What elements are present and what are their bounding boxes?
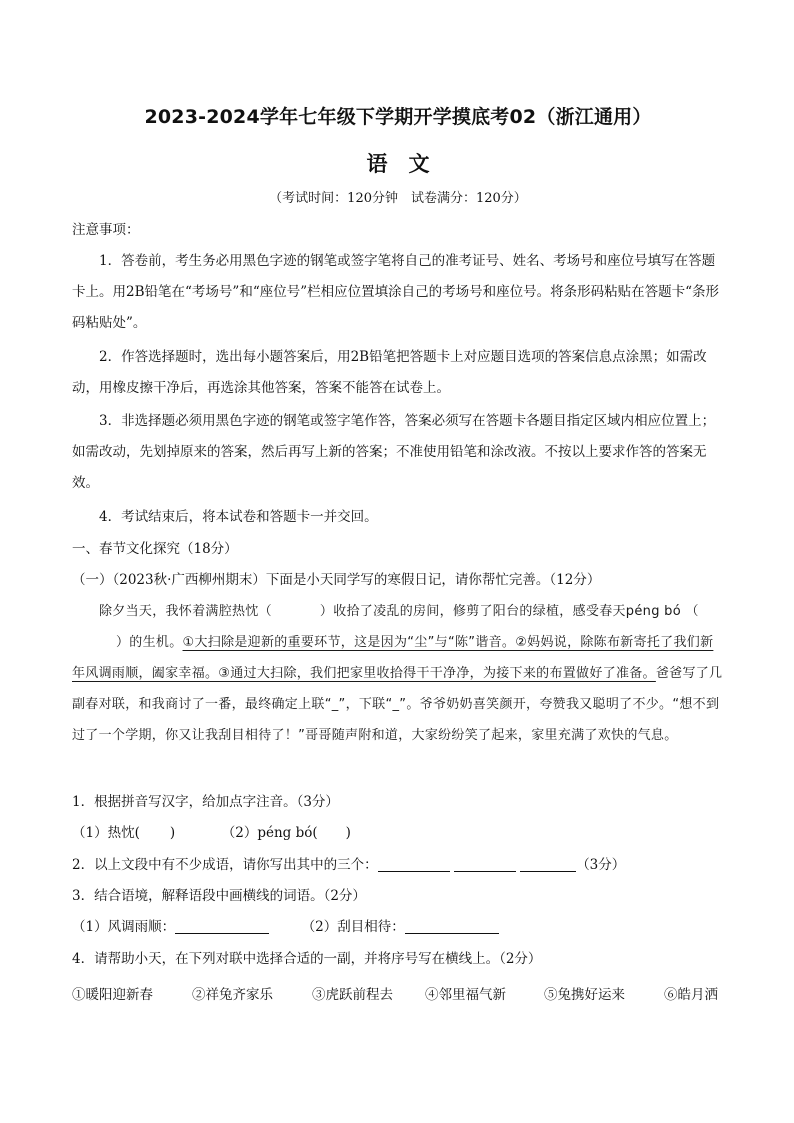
answer-blank-2[interactable] bbox=[454, 856, 516, 872]
question-1: 1．根据拼音写汉字，给加点字注音。（3分） bbox=[72, 794, 339, 810]
subsection-heading: （一）（2023秋·广西柳州期末）下面是小天同学写的寒假日记，请你帮忙完善。（12分） bbox=[72, 572, 601, 588]
question-3: 3．结合语境，解释语段中画横线的词语。（2分） bbox=[72, 888, 366, 904]
diary-part-3: （ bbox=[685, 604, 699, 619]
question-2: 2．以上文段中有不少成语，请你写出其中的三个： （3分） bbox=[72, 857, 626, 873]
question-3-items bbox=[72, 912, 724, 943]
q1-item-1: （1）热忱( bbox=[72, 825, 140, 841]
q3-item-1: （1）风调雨顺： bbox=[72, 919, 176, 935]
notice-item-3: 3．非选择题必须用黑色字迹的钢笔或签字笔作答，答案必须写在答题卡各题目指定区域内相应位置上；如需改动，先划掉原来的答案，然后再写上新的答案；不准使用铅笔和涂改液。不按以上要求作答的答案无效。 bbox=[72, 413, 716, 491]
notice-item-1: 1．答卷前，考生务必用黑色字迹的钢笔或签字笔将自己的准考证号、姓名、考场号和座位号填写在答题卡上。用2B铅笔在“考场号”和“座位号”栏相应位置填涂自己的考场号和座位号。将条形码粘贴在答题卡“条形码粘贴处”。 bbox=[72, 253, 720, 331]
answer-blank-1[interactable] bbox=[378, 856, 450, 872]
notice-item-4: 4．考试结束后，将本试卷和答题卡一并交回。 bbox=[99, 509, 378, 525]
question-4: 4．请帮助小天，在下列对联中选择合适的一副，并将序号写在横线上。（2分） bbox=[72, 951, 542, 967]
diary-part-4: ）的生机。 bbox=[116, 635, 183, 650]
couplet-option-6: ⑥皓月洒 bbox=[664, 987, 718, 1003]
diary-part-2: ）收拾了凌乱的房间，修剪了阳台的绿植，感受春天péng bó bbox=[319, 604, 681, 619]
diary-passage bbox=[72, 596, 724, 751]
couplet-option-2: ②祥兔齐家乐 bbox=[192, 987, 273, 1003]
q3-item-2: （2）刮目相待： bbox=[301, 919, 405, 935]
answer-blank-3[interactable] bbox=[520, 856, 576, 872]
exam-title: 2023-2024学年七年级下学期开学摸底考02（浙江通用） bbox=[144, 106, 652, 128]
answer-blank-4[interactable] bbox=[175, 918, 269, 934]
notice-item-2: 2．作答选择题时，选出每小题答案后，用2B铅笔把答题卡上对应题目选项的答案信息点涂黑；如需改动，用橡皮擦干净后，再选涂其他答案，答案不能答在试卷上。 bbox=[72, 349, 707, 396]
exam-info: （考试时间：120分钟 试卷满分：120分） bbox=[269, 191, 527, 206]
couplet-option-5: ⑤兔携好运来 bbox=[544, 987, 625, 1003]
notice-heading: 注意事项： bbox=[72, 222, 140, 238]
diary-part-1: 除夕当天，我怀着满腔热忱（ bbox=[99, 604, 272, 619]
answer-blank-5[interactable] bbox=[405, 918, 499, 934]
couplet-option-4: ④邻里福气新 bbox=[425, 987, 506, 1003]
subject-title: 语 文 bbox=[366, 152, 430, 176]
section-heading: 一、春节文化探究（18分） bbox=[72, 541, 238, 557]
question-1-items: （1）热忱( ) （2）péng bó( ) bbox=[72, 825, 351, 841]
couplet-option-3: ③虎跃前程去 bbox=[312, 987, 393, 1003]
diary-underlined-sentences: ①大扫除是迎新的重要环节，这是因为“尘”与“陈”谐音。②妈妈说，除陈布新寄托了我们新年风调雨顺，阖家幸福。③通过大扫除，我们把家里收拾得干干净净，为接下来的布置做好了准备。 bbox=[72, 635, 714, 681]
q1-item-2: （2）péng bó( bbox=[221, 825, 318, 841]
diary-rest: 爸爸写了几副春对联，和我商讨了一番，最终确定上联“_”，下联“_”。爷爷奶奶喜笑颜开，夸赞我又聪明了不少。“想不到过了一个学期，你又让我刮目相待了！”哥哥随声附和道，大家纷纷笑了起来，家里充满了欢快的气息。 bbox=[72, 666, 723, 743]
couplet-option-1: ①暖阳迎新春 bbox=[72, 987, 153, 1003]
